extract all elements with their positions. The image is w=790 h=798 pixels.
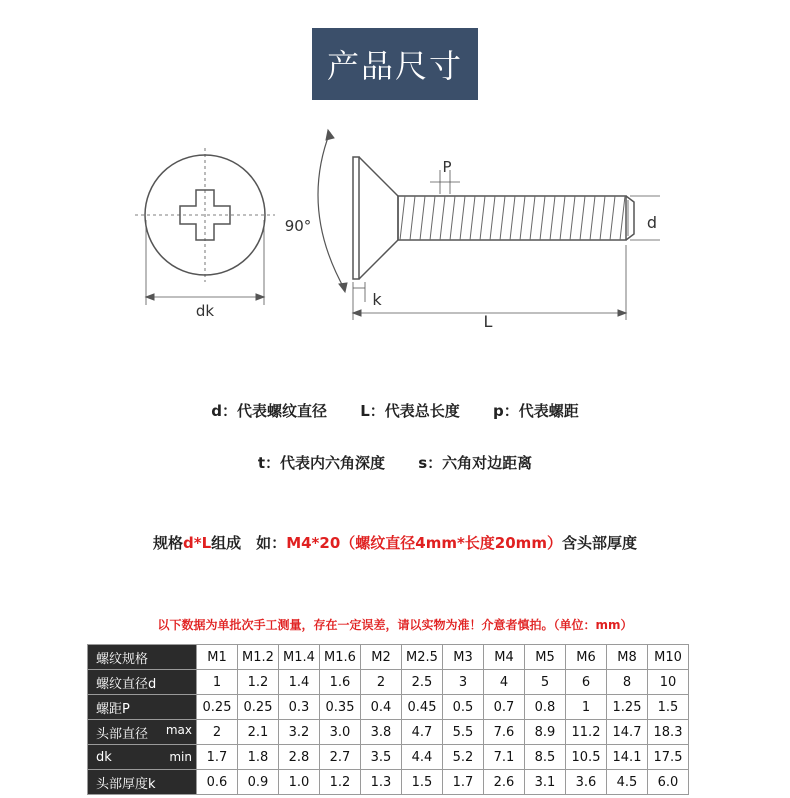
table-cell: 1 — [197, 670, 238, 695]
table-cell: 1.7 — [197, 745, 238, 770]
table-row — [88, 720, 689, 745]
table-cell: M1.4 — [279, 645, 320, 670]
table-cell: 2 — [197, 720, 238, 745]
table-cell: 2 — [361, 670, 402, 695]
table-cell: 2.7 — [320, 745, 361, 770]
table-cell: M4 — [484, 645, 525, 670]
spec-example — [0, 532, 790, 553]
legend-s: s：六角对边距离 — [418, 454, 533, 472]
row-header-label: dk — [96, 749, 112, 765]
table-cell: 5 — [525, 670, 566, 695]
table-cell: 17.5 — [648, 745, 689, 770]
diameter-label: d — [646, 213, 658, 232]
legend-line-2 — [0, 452, 790, 473]
head-top-view — [135, 148, 275, 305]
row-header-sub: max — [165, 722, 192, 737]
table-cell: 0.45 — [402, 695, 443, 720]
spec-suffix: 含头部厚度 — [561, 534, 637, 552]
table-cell: 1.5 — [648, 695, 689, 720]
table-row — [88, 770, 689, 795]
table-cell: 5.2 — [443, 745, 484, 770]
table-cell: 1.0 — [279, 770, 320, 795]
angle-label: 90° — [284, 217, 312, 235]
screw-side-view — [318, 130, 660, 320]
table-cell: 1.2 — [238, 670, 279, 695]
table-cell: M2 — [361, 645, 402, 670]
table-cell: 4.5 — [607, 770, 648, 795]
table-cell: M6 — [566, 645, 607, 670]
table-cell: M5 — [525, 645, 566, 670]
table-cell: 4 — [484, 670, 525, 695]
table-cell: M8 — [607, 645, 648, 670]
table-cell: 8 — [607, 670, 648, 695]
table-cell: M3 — [443, 645, 484, 670]
table-cell: 0.5 — [443, 695, 484, 720]
dk-label: dk — [195, 302, 215, 320]
table-cell: 3.0 — [320, 720, 361, 745]
table-cell: 3.2 — [279, 720, 320, 745]
spec-dl: d*L — [183, 534, 212, 552]
length-label: L — [483, 312, 493, 331]
table-cell: 1.2 — [320, 770, 361, 795]
table-cell: 0.8 — [525, 695, 566, 720]
table-cell: 0.25 — [238, 695, 279, 720]
legend-d: d：代表螺纹直径 — [211, 402, 327, 420]
table-cell: 7.6 — [484, 720, 525, 745]
row-header — [88, 745, 197, 770]
table-cell: 14.7 — [607, 720, 648, 745]
table-cell: 1.25 — [607, 695, 648, 720]
row-header: 螺纹规格 — [88, 645, 197, 670]
row-header: 螺纹直径d — [88, 670, 197, 695]
table-cell: 0.3 — [279, 695, 320, 720]
spec-example-value: M4*20（螺纹直径4mm*长度20mm） — [286, 534, 562, 552]
table-cell: M1.2 — [238, 645, 279, 670]
table-cell: 4.4 — [402, 745, 443, 770]
table-cell: 0.9 — [238, 770, 279, 795]
table-row — [88, 745, 689, 770]
legend-l: L：代表总长度 — [360, 402, 460, 420]
table-cell: 3.6 — [566, 770, 607, 795]
table-cell: 0.7 — [484, 695, 525, 720]
table-row — [88, 645, 689, 670]
screw-diagram — [0, 110, 790, 340]
table-cell: 1.4 — [279, 670, 320, 695]
table-cell: 3.5 — [361, 745, 402, 770]
row-header — [88, 720, 197, 745]
table-cell: 14.1 — [607, 745, 648, 770]
table-cell: 11.2 — [566, 720, 607, 745]
table-cell: 18.3 — [648, 720, 689, 745]
table-cell: 1.7 — [443, 770, 484, 795]
table-cell: 10 — [648, 670, 689, 695]
measurement-note: 以下数据为单批次手工测量，存在一定误差，请以实物为准！介意者慎拍。（单位：mm） — [157, 618, 633, 632]
table-cell: 1 — [566, 695, 607, 720]
table-cell: 0.25 — [197, 695, 238, 720]
table-cell: M1 — [197, 645, 238, 670]
table-cell: 6 — [566, 670, 607, 695]
table-cell: 3.8 — [361, 720, 402, 745]
table-cell: 8.5 — [525, 745, 566, 770]
table-cell: 1.6 — [320, 670, 361, 695]
table-cell: 7.1 — [484, 745, 525, 770]
table-cell: 2.8 — [279, 745, 320, 770]
row-header-label: 头部直径 — [96, 726, 149, 742]
table-cell: 3 — [443, 670, 484, 695]
table-cell: 4.7 — [402, 720, 443, 745]
table-cell: M10 — [648, 645, 689, 670]
table-cell: 0.4 — [361, 695, 402, 720]
table-cell: 2.1 — [238, 720, 279, 745]
row-header: 螺距P — [88, 695, 197, 720]
table-cell: 1.8 — [238, 745, 279, 770]
row-header-sub: min — [169, 749, 192, 764]
pitch-label: P — [442, 158, 452, 176]
legend-t: t：代表内六角深度 — [257, 454, 385, 472]
table-row — [88, 670, 689, 695]
dimension-table — [87, 644, 689, 795]
legend-p: p：代表螺距 — [493, 402, 579, 420]
table-cell: 5.5 — [443, 720, 484, 745]
spec-mid: 组成 如： — [211, 534, 287, 552]
legend-line-1 — [0, 400, 790, 421]
table-cell: 2.5 — [402, 670, 443, 695]
table-cell: 8.9 — [525, 720, 566, 745]
table-cell: M2.5 — [402, 645, 443, 670]
table-cell: 6.0 — [648, 770, 689, 795]
table-cell: 1.3 — [361, 770, 402, 795]
table-cell: 0.6 — [197, 770, 238, 795]
row-header: 头部厚度k — [88, 770, 197, 795]
page-title: 产品尺寸 — [312, 28, 478, 100]
table-row — [88, 695, 689, 720]
spec-prefix: 规格 — [153, 534, 184, 552]
table-cell: 1.5 — [402, 770, 443, 795]
table-cell: 3.1 — [525, 770, 566, 795]
table-cell: M1.6 — [320, 645, 361, 670]
head-thickness-label: k — [372, 290, 382, 309]
table-cell: 10.5 — [566, 745, 607, 770]
table-cell: 0.35 — [320, 695, 361, 720]
table-cell: 2.6 — [484, 770, 525, 795]
